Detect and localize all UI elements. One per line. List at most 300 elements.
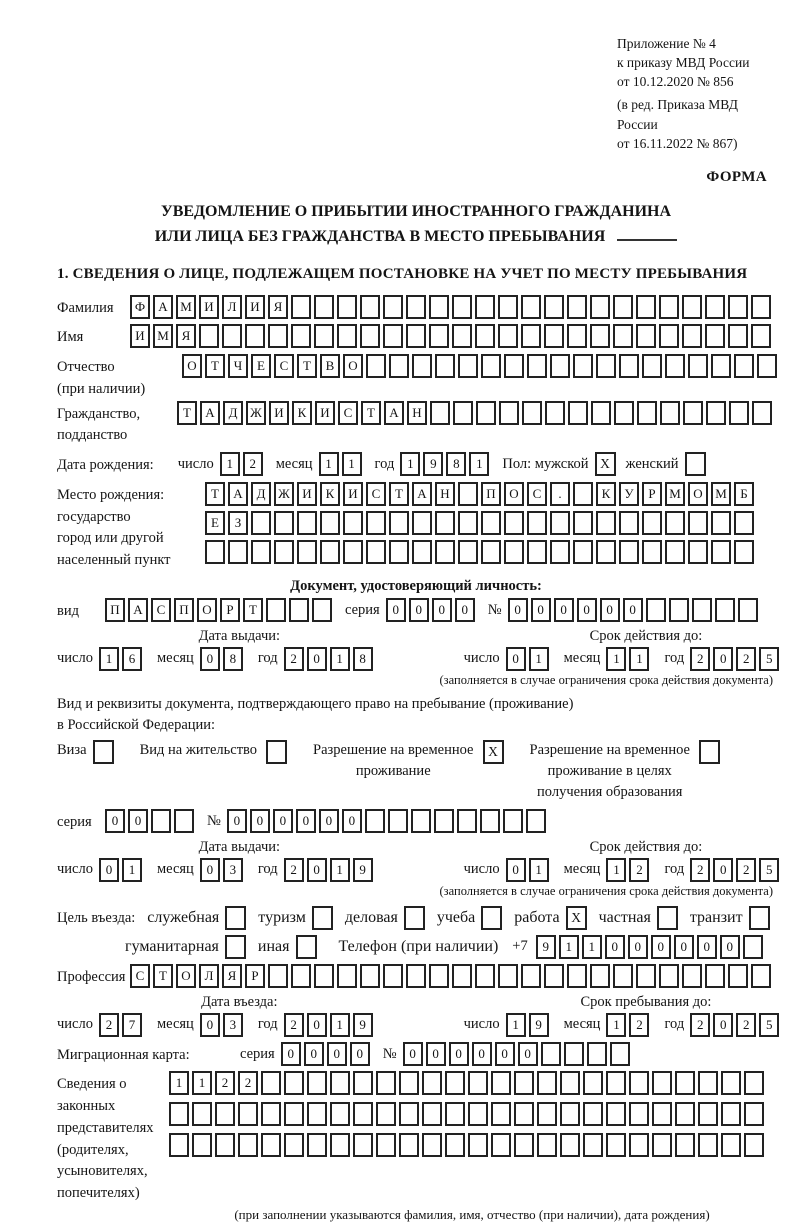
form-cell[interactable] [458,482,478,506]
form-cell[interactable]: 0 [713,647,733,671]
form-cell[interactable] [568,401,588,425]
form-cell[interactable] [721,1102,741,1126]
form-cell[interactable] [729,401,749,425]
surname-cells[interactable] [130,295,774,319]
form-cell[interactable] [169,1133,189,1157]
form-cell[interactable] [705,964,725,988]
form-cell[interactable]: 2 [238,1071,258,1095]
form-cell[interactable] [307,1102,327,1126]
form-cell[interactable]: 2 [215,1071,235,1095]
form-cell[interactable]: 1 [469,452,489,476]
form-cell[interactable] [636,964,656,988]
form-cell[interactable] [383,295,403,319]
form-cell[interactable]: Я [176,324,196,348]
form-cell[interactable]: 0 [99,858,119,882]
form-cell[interactable] [642,511,662,535]
form-cell[interactable]: А [412,482,432,506]
birth-place-line3[interactable] [205,540,757,564]
form-cell[interactable] [683,401,703,425]
form-cell[interactable] [422,1071,442,1095]
form-cell[interactable] [498,964,518,988]
form-cell[interactable]: У [619,482,639,506]
form-cell[interactable] [205,540,225,564]
form-cell[interactable] [711,354,731,378]
form-cell[interactable]: 0 [200,858,220,882]
form-cell[interactable] [636,324,656,348]
form-cell[interactable] [564,1042,584,1066]
form-cell[interactable] [399,1102,419,1126]
form-cell[interactable] [383,324,403,348]
entry-day-cells[interactable] [99,1013,145,1037]
form-cell[interactable] [545,401,565,425]
form-cell[interactable]: С [274,354,294,378]
form-cell[interactable] [659,324,679,348]
form-cell[interactable] [360,295,380,319]
form-cell[interactable] [590,964,610,988]
form-cell[interactable] [629,1102,649,1126]
form-cell[interactable] [337,295,357,319]
form-cell[interactable] [430,401,450,425]
form-cell[interactable] [743,935,763,959]
form-cell[interactable] [567,324,587,348]
form-cell[interactable]: 2 [690,1013,710,1037]
form-cell[interactable] [192,1133,212,1157]
form-cell[interactable] [669,598,689,622]
form-cell[interactable] [266,598,286,622]
form-cell[interactable] [642,540,662,564]
form-cell[interactable]: 9 [353,1013,373,1037]
form-cell[interactable] [757,354,777,378]
form-cell[interactable] [613,964,633,988]
form-cell[interactable]: А [128,598,148,622]
form-cell[interactable] [715,598,735,622]
form-cell[interactable]: 1 [169,1071,189,1095]
form-cell[interactable]: Р [245,964,265,988]
form-cell[interactable] [590,295,610,319]
doc-kind-cells[interactable] [105,598,335,622]
form-cell[interactable] [751,324,771,348]
form-cell[interactable] [560,1102,580,1126]
form-cell[interactable] [629,1133,649,1157]
form-cell[interactable] [353,1071,373,1095]
form-cell[interactable] [744,1102,764,1126]
form-cell[interactable]: 0 [506,858,526,882]
form-cell[interactable] [544,295,564,319]
form-cell[interactable] [734,511,754,535]
form-cell[interactable] [705,324,725,348]
form-cell[interactable] [675,1133,695,1157]
form-cell[interactable] [706,401,726,425]
form-cell[interactable]: Е [251,354,271,378]
form-cell[interactable]: Д [223,401,243,425]
form-cell[interactable] [573,354,593,378]
form-cell[interactable] [527,540,547,564]
form-cell[interactable]: 2 [629,1013,649,1037]
form-cell[interactable]: С [130,964,150,988]
study-checkbox[interactable] [481,906,502,930]
stay-month-cells[interactable] [606,1013,652,1037]
issue-month-cells[interactable] [200,647,246,671]
form-cell[interactable]: 1 [220,452,240,476]
form-cell[interactable]: А [384,401,404,425]
form-cell[interactable] [476,401,496,425]
private-checkbox[interactable] [657,906,678,930]
form-cell[interactable] [435,540,455,564]
form-cell[interactable] [698,1133,718,1157]
form-cell[interactable]: Л [222,295,242,319]
form-cell[interactable] [514,1102,534,1126]
form-cell[interactable]: 0 [508,598,528,622]
form-cell[interactable]: 0 [128,809,148,833]
form-cell[interactable] [521,324,541,348]
form-cell[interactable] [337,964,357,988]
form-cell[interactable]: 1 [330,647,350,671]
form-cell[interactable] [629,1071,649,1095]
form-cell[interactable] [744,1071,764,1095]
form-cell[interactable] [751,964,771,988]
form-cell[interactable]: Т [153,964,173,988]
form-cell[interactable]: С [366,482,386,506]
form-cell[interactable]: И [343,482,363,506]
form-cell[interactable] [343,540,363,564]
form-cell[interactable]: 0 [432,598,452,622]
form-cell[interactable]: Ч [228,354,248,378]
form-cell[interactable] [297,540,317,564]
form-cell[interactable] [314,324,334,348]
form-cell[interactable] [503,809,523,833]
form-cell[interactable] [222,324,242,348]
form-cell[interactable] [412,511,432,535]
form-cell[interactable] [527,511,547,535]
form-cell[interactable] [596,354,616,378]
form-cell[interactable] [544,964,564,988]
form-cell[interactable]: 8 [223,647,243,671]
form-cell[interactable]: Р [220,598,240,622]
form-cell[interactable] [376,1102,396,1126]
form-cell[interactable]: Я [268,295,288,319]
form-cell[interactable] [406,964,426,988]
representatives-line3[interactable] [169,1133,767,1157]
form-cell[interactable]: С [151,598,171,622]
humanitarian-checkbox[interactable] [225,935,246,959]
form-cell[interactable] [537,1102,557,1126]
form-cell[interactable]: 0 [307,647,327,671]
form-cell[interactable]: П [105,598,125,622]
form-cell[interactable] [215,1102,235,1126]
form-cell[interactable] [682,964,702,988]
form-cell[interactable] [537,1133,557,1157]
residence-permit-checkbox[interactable] [266,740,287,764]
form-cell[interactable] [481,511,501,535]
form-cell[interactable]: Я [222,964,242,988]
form-cell[interactable]: 0 [319,809,339,833]
form-cell[interactable]: 0 [506,647,526,671]
form-cell[interactable] [268,324,288,348]
form-cell[interactable]: 5 [759,647,779,671]
form-cell[interactable]: Т [177,401,197,425]
business-checkbox[interactable] [404,906,425,930]
form-cell[interactable] [337,324,357,348]
form-cell[interactable] [412,540,432,564]
phone-cells[interactable] [536,935,766,959]
form-cell[interactable] [514,1071,534,1095]
form-cell[interactable] [514,1133,534,1157]
form-cell[interactable] [728,295,748,319]
form-cell[interactable] [330,1133,350,1157]
form-cell[interactable] [652,1102,672,1126]
form-cell[interactable] [738,598,758,622]
form-cell[interactable]: 0 [623,598,643,622]
form-cell[interactable]: 1 [342,452,362,476]
form-cell[interactable] [728,324,748,348]
citizenship-cells[interactable] [177,401,775,425]
form-cell[interactable] [537,1071,557,1095]
form-cell[interactable] [692,598,712,622]
form-cell[interactable] [199,324,219,348]
form-cell[interactable] [284,1071,304,1095]
form-cell[interactable] [606,1133,626,1157]
form-cell[interactable] [752,401,772,425]
form-cell[interactable]: 0 [455,598,475,622]
patronymic-cells[interactable] [182,354,780,378]
form-cell[interactable] [174,809,194,833]
form-cell[interactable]: 0 [495,1042,515,1066]
form-cell[interactable]: 1 [330,858,350,882]
form-cell[interactable] [550,540,570,564]
form-cell[interactable] [330,1071,350,1095]
form-cell[interactable]: И [269,401,289,425]
form-cell[interactable] [320,540,340,564]
form-cell[interactable]: . [550,482,570,506]
form-cell[interactable]: П [174,598,194,622]
form-cell[interactable] [406,324,426,348]
form-cell[interactable] [659,964,679,988]
form-cell[interactable]: 2 [736,1013,756,1037]
form-cell[interactable] [366,354,386,378]
form-cell[interactable]: 1 [122,858,142,882]
form-cell[interactable] [291,324,311,348]
form-cell[interactable] [560,1133,580,1157]
work-checkbox[interactable]: X [566,906,587,930]
form-cell[interactable]: Т [205,354,225,378]
form-cell[interactable] [591,401,611,425]
form-cell[interactable]: 1 [99,647,119,671]
form-cell[interactable]: 1 [606,647,626,671]
form-cell[interactable] [238,1102,258,1126]
form-cell[interactable]: 1 [629,647,649,671]
form-cell[interactable]: Б [734,482,754,506]
expiry-month-cells[interactable] [606,647,652,671]
form-cell[interactable] [665,511,685,535]
form-cell[interactable]: 1 [506,1013,526,1037]
form-cell[interactable]: 2 [629,858,649,882]
form-cell[interactable] [642,354,662,378]
form-cell[interactable] [652,1071,672,1095]
form-cell[interactable]: 0 [342,809,362,833]
form-cell[interactable]: 0 [409,598,429,622]
issue-year-cells[interactable] [284,647,376,671]
form-cell[interactable] [698,1071,718,1095]
form-cell[interactable] [399,1133,419,1157]
form-cell[interactable] [412,354,432,378]
other-purpose-checkbox[interactable] [296,935,317,959]
stay-year-cells[interactable] [690,1013,782,1037]
form-cell[interactable]: 1 [400,452,420,476]
form-cell[interactable] [445,1071,465,1095]
form-cell[interactable]: И [297,482,317,506]
form-cell[interactable] [251,511,271,535]
form-cell[interactable]: 2 [99,1013,119,1037]
form-cell[interactable] [504,511,524,535]
form-cell[interactable]: Ж [274,482,294,506]
form-cell[interactable]: 1 [319,452,339,476]
form-cell[interactable] [587,1042,607,1066]
form-cell[interactable] [422,1133,442,1157]
form-cell[interactable] [711,511,731,535]
form-cell[interactable]: 2 [284,858,304,882]
form-cell[interactable]: 5 [759,858,779,882]
form-cell[interactable] [360,964,380,988]
doc-series-cells[interactable] [386,598,478,622]
form-cell[interactable] [688,354,708,378]
form-cell[interactable] [307,1071,327,1095]
form-cell[interactable]: Т [205,482,225,506]
residence-expiry-day-cells[interactable] [506,858,552,882]
form-cell[interactable] [389,511,409,535]
doc-number-cells[interactable] [508,598,761,622]
residence-number-cells[interactable] [227,809,549,833]
form-cell[interactable]: 5 [759,1013,779,1037]
form-cell[interactable] [613,295,633,319]
form-cell[interactable]: С [338,401,358,425]
form-cell[interactable]: 3 [223,1013,243,1037]
form-cell[interactable]: 0 [350,1042,370,1066]
form-cell[interactable] [429,295,449,319]
form-cell[interactable]: А [228,482,248,506]
residence-series-cells[interactable] [105,809,197,833]
form-cell[interactable] [590,324,610,348]
form-cell[interactable] [389,540,409,564]
form-cell[interactable] [491,1133,511,1157]
form-cell[interactable]: 0 [518,1042,538,1066]
form-cell[interactable]: 0 [227,809,247,833]
form-cell[interactable]: 9 [353,858,373,882]
form-cell[interactable]: К [292,401,312,425]
form-cell[interactable] [453,401,473,425]
form-cell[interactable] [646,598,666,622]
form-cell[interactable] [343,511,363,535]
form-cell[interactable] [261,1102,281,1126]
transit-checkbox[interactable] [749,906,770,930]
form-cell[interactable] [544,324,564,348]
form-cell[interactable]: 0 [200,1013,220,1037]
form-cell[interactable] [307,1133,327,1157]
representatives-line2[interactable] [169,1102,767,1126]
form-cell[interactable] [314,964,334,988]
form-cell[interactable] [491,1102,511,1126]
form-cell[interactable] [365,809,385,833]
form-cell[interactable] [636,295,656,319]
form-cell[interactable]: 0 [674,935,694,959]
form-cell[interactable] [261,1071,281,1095]
form-cell[interactable] [399,1071,419,1095]
form-cell[interactable] [468,1071,488,1095]
form-cell[interactable] [376,1071,396,1095]
form-cell[interactable] [728,964,748,988]
form-cell[interactable]: Т [243,598,263,622]
residence-issue-month-cells[interactable] [200,858,246,882]
form-cell[interactable] [261,1133,281,1157]
form-cell[interactable] [366,540,386,564]
form-cell[interactable] [360,324,380,348]
entry-month-cells[interactable] [200,1013,246,1037]
form-cell[interactable] [475,295,495,319]
form-cell[interactable] [665,354,685,378]
form-cell[interactable] [429,964,449,988]
form-cell[interactable] [366,511,386,535]
form-cell[interactable]: А [200,401,220,425]
form-cell[interactable]: 6 [122,647,142,671]
form-cell[interactable] [721,1071,741,1095]
form-cell[interactable] [284,1133,304,1157]
form-cell[interactable] [289,598,309,622]
form-cell[interactable] [491,1071,511,1095]
form-cell[interactable]: 0 [386,598,406,622]
form-cell[interactable]: Н [435,482,455,506]
form-cell[interactable]: 0 [554,598,574,622]
form-cell[interactable] [659,295,679,319]
form-cell[interactable]: О [176,964,196,988]
form-cell[interactable] [435,354,455,378]
form-cell[interactable] [291,295,311,319]
form-cell[interactable]: 1 [330,1013,350,1037]
form-cell[interactable] [458,511,478,535]
form-cell[interactable] [550,354,570,378]
residence-expiry-year-cells[interactable] [690,858,782,882]
male-checkbox[interactable]: X [595,452,616,476]
form-cell[interactable] [583,1071,603,1095]
form-cell[interactable]: К [320,482,340,506]
form-cell[interactable] [480,809,500,833]
residence-issue-year-cells[interactable] [284,858,376,882]
stay-day-cells[interactable] [506,1013,552,1037]
form-cell[interactable] [682,324,702,348]
form-cell[interactable] [744,1133,764,1157]
form-cell[interactable] [606,1071,626,1095]
birth-place-line1[interactable] [205,482,757,506]
form-cell[interactable] [274,540,294,564]
form-cell[interactable]: 0 [531,598,551,622]
form-cell[interactable] [596,540,616,564]
expiry-day-cells[interactable] [506,647,552,671]
form-cell[interactable]: П [481,482,501,506]
form-cell[interactable] [383,964,403,988]
form-cell[interactable]: Н [407,401,427,425]
expiry-year-cells[interactable] [690,647,782,671]
form-cell[interactable] [619,354,639,378]
form-cell[interactable] [682,295,702,319]
form-cell[interactable]: 0 [307,858,327,882]
form-cell[interactable]: 7 [122,1013,142,1037]
form-cell[interactable] [560,1071,580,1095]
form-cell[interactable] [245,324,265,348]
migration-number-cells[interactable] [403,1042,633,1066]
form-cell[interactable] [498,324,518,348]
form-cell[interactable]: 0 [697,935,717,959]
temp-residence-checkbox[interactable]: X [483,740,504,764]
form-cell[interactable] [573,482,593,506]
form-cell[interactable] [504,354,524,378]
